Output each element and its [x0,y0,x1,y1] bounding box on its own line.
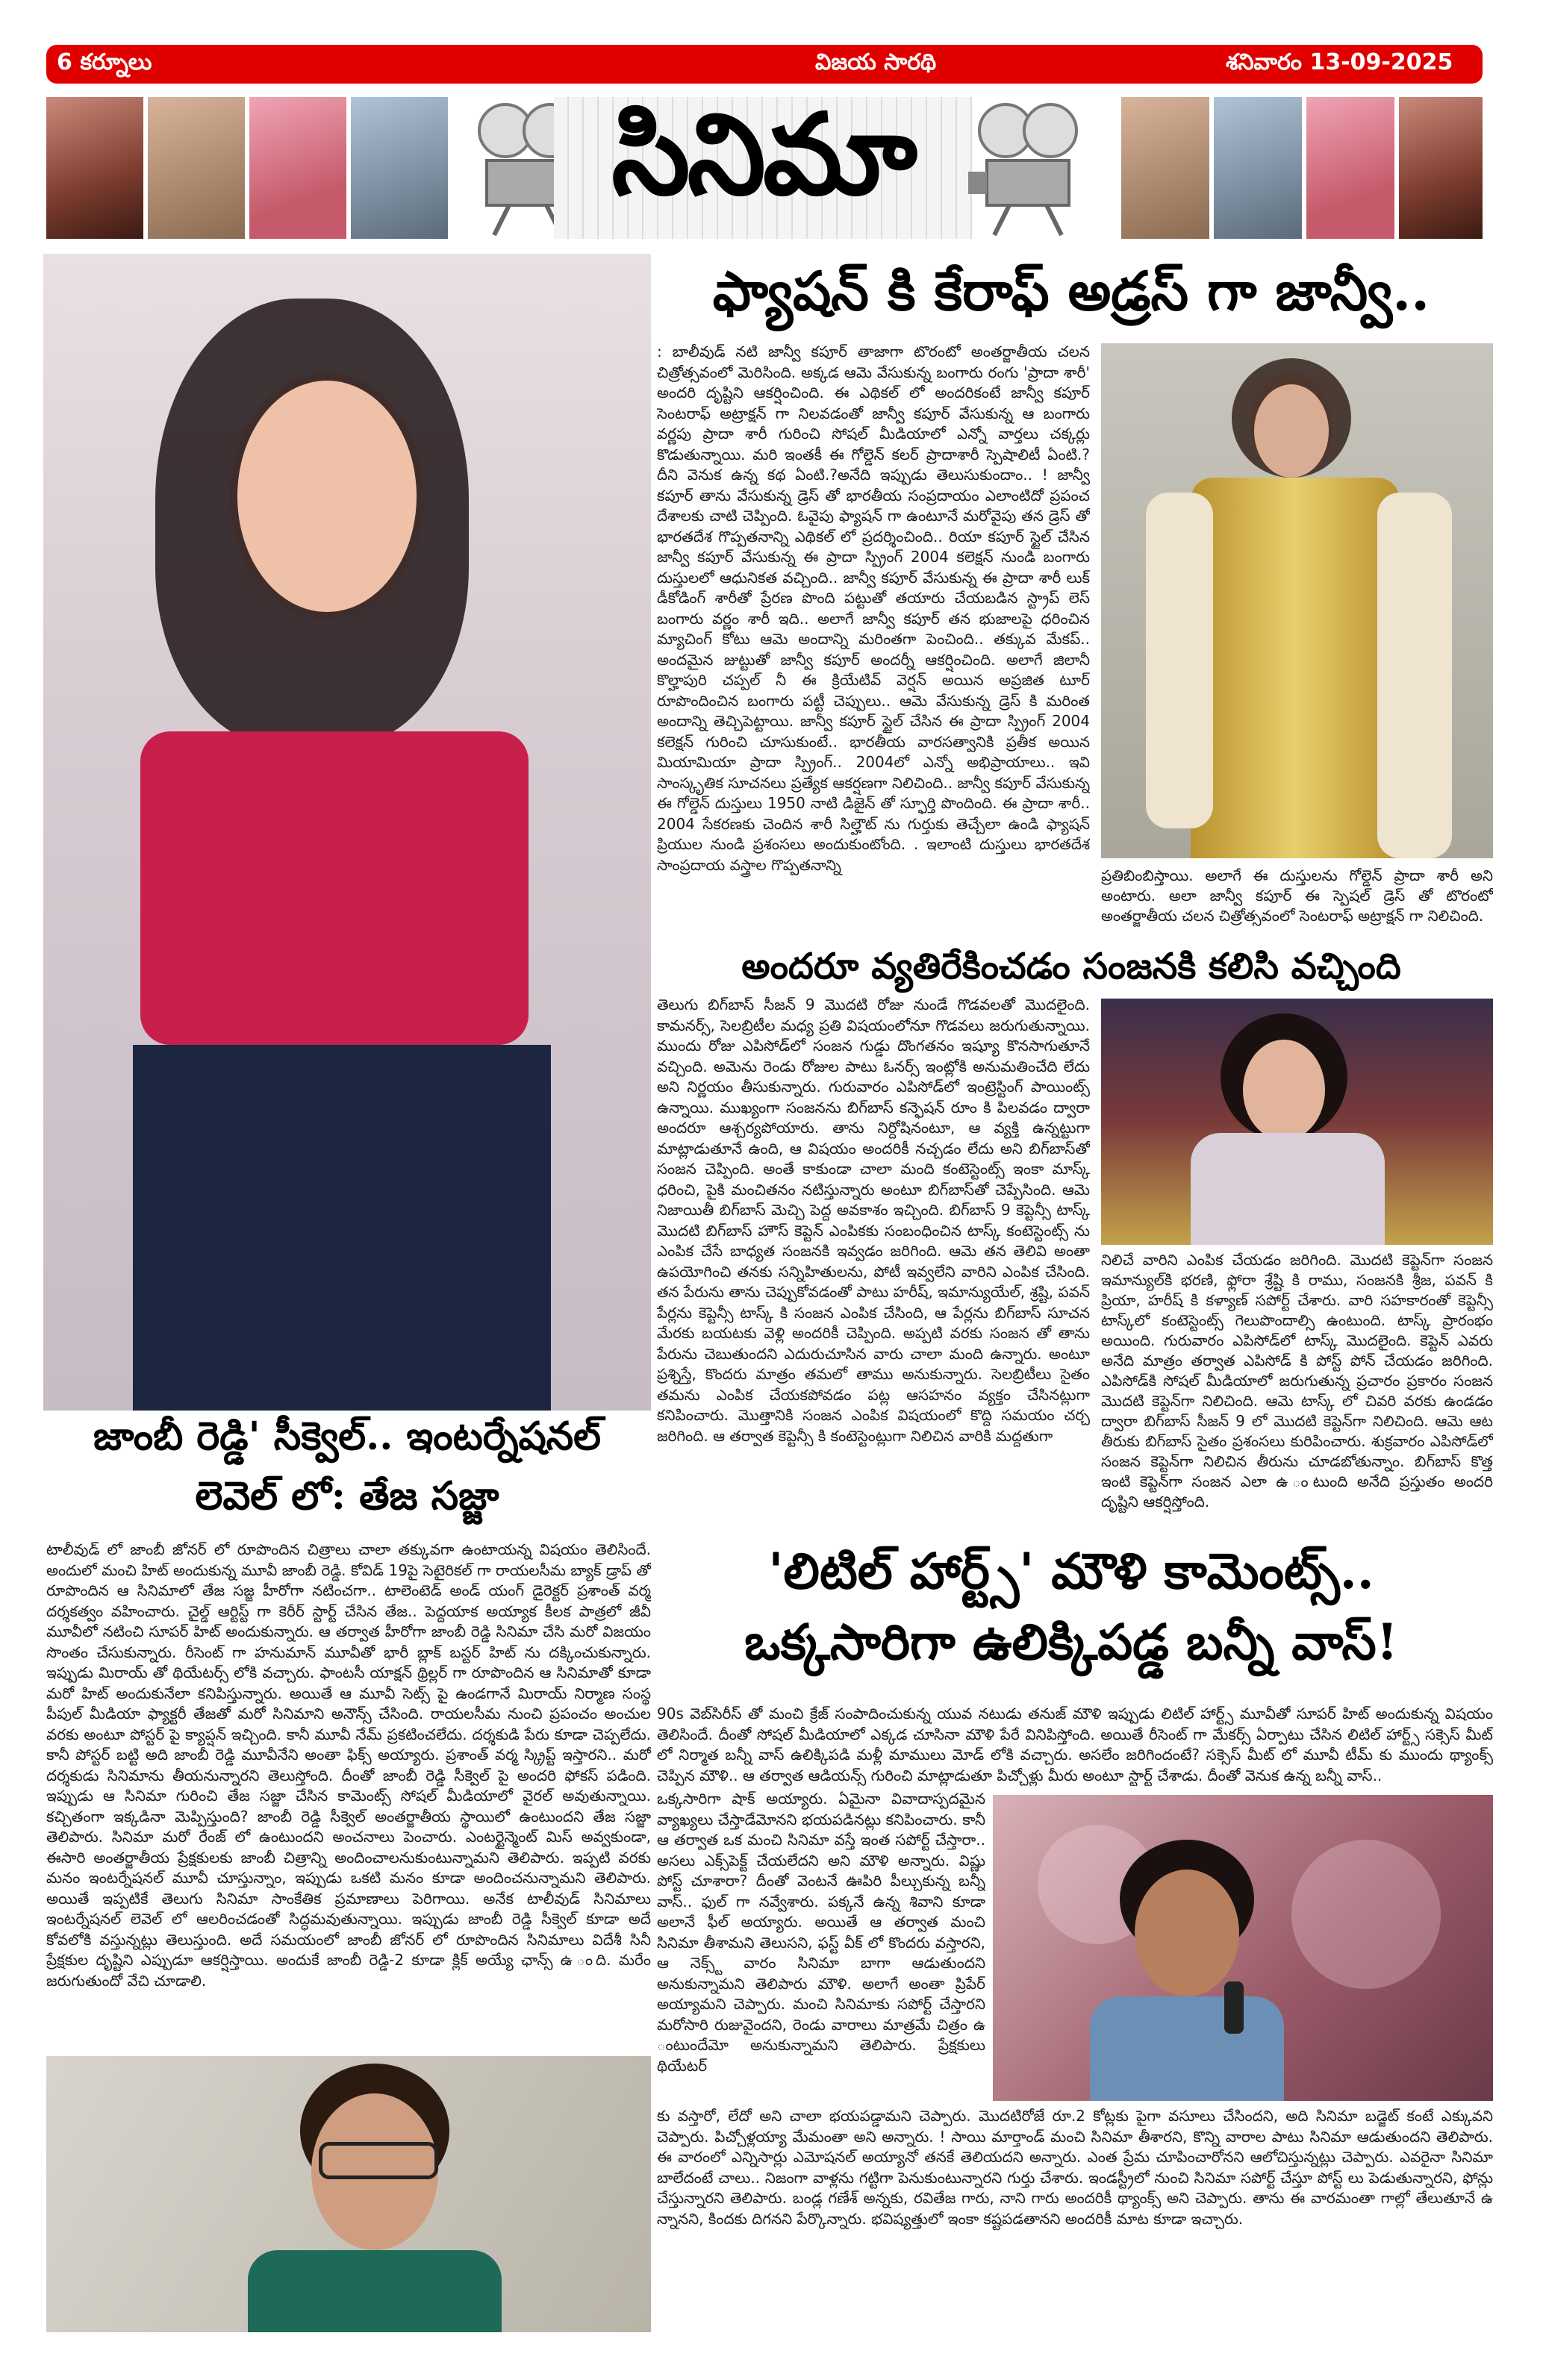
sanjana-photo [1101,999,1493,1245]
story1-headline: ఫ్యాషన్ కి కేరాఫ్ అడ్రస్ గా జాన్వీ.. [712,259,1430,322]
story4-headline-2: ఒక్కసారిగా ఉలిక్కిపడ్డ బన్నీ వాస్! [744,1613,1398,1671]
mouli-photo [993,1795,1493,2101]
story1-body: : బాలీవుడ్ నటి జాన్వీ కపూర్ తాజాగా టొరంటో అంతర్జాతీయ చలన చిత్రోత్సవంలో మెరిసింది. అక్కడ ఆమె వేసుకున్న బంగారు రంగు 'ప్రాదా శారీ' అందరి దృష్టిని ఆకర్షించింది. ఈ ఎథికల్ లో అందరికంటే జాన్వీ కపూర్ సెంటరాఫ్ అట్రాక్షన్ గా నిలవడంతో జాన్వీ కపూర్ వేసుకున్న ఆ బంగారు వర్ణపు ప్రాదా శారీ గురించి సోషల్ మీడియాలో ఎన్నో వార్తలు చక్కర్లు కొడుతున్నాయి. మరి ఇంతకీ ఈ గోల్డెన్ కలర్ ప్రాదాశారీ స్పెషాలిటీ ఏంటి.? దీని వెనుక ఉన్న కథ ఏంటి.?అనేది ఇప్పుడు తెలుసుకుందాం.. ! జాన్వీ కపూర్ తాను వేసుకున్న డ్రెస్ తో భారతీయ సంప్రదాయం ఎలాంటిదో ప్రపంచ దేశాలకు చాటి చెప్పింది. ఓవైపు ఫ్యాషన్ గా ఉంటూనే మరోవైపు తన డ్రెస్ తో భారతదేశ గొప్పతనాన్ని ఎథికల్ లో ప్రదర్శించింది.. రియా కపూర్ స్టైల్ చేసిన జాన్వీ కపూర్ వేసుకున్న ఈ ప్రాదా స్ప్రింగ్ 2004 కలెక్షన్ నుండి బంగారు దుస్తులలో ఆధునికత వచ్చింది.. జాన్వీ కపూర్ వేసుకున్న ఈ ప్రాదా శారీ లుక్ డీకోడింగ్ శారీతో ప్రేరణ పొంది పట్టుతో తయారు చేయబడిన స్ట్రాప్ లెస్ బంగారు వర్ణం శారీ ఇది.. అలాగే జాన్వీ కపూర్ తన భుజాలపై ధరించిన మ్యాచింగ్ కోటు ఆమె అందాన్ని మరింతగా పెంచింది.. తక్కువ మేకప్.. అందమైన జుట్టుతో జాన్వీ కపూర్ అందర్నీ ఆకర్షించింది. అలాగే జిలానీ కొల్హాపురి చప్పల్ నీ ఈ క్రియేటివ్ వెర్షన్ అయిన అప్రజిత టూర్ రూపొందించిన బంగారు పట్టీ చెప్పులు.. ఆమె వేసుకున్న డ్రెస్ కి మరింత అందాన్ని తెచ్చిపెట్టాయి. జాన్వీ కపూర్ స్టైల్ చేసిన ఈ ప్రాదా స్ప్రింగ్ 2004 కలెక్షన్ గురించి చూసుకుంటే.. భారతీయ వారసత్వానికి ప్రతీక అయిన మియామియా ప్రాదా స్ప్రింగ్.. 2004లో ఎన్నో అభిప్రాయాలు.. ఇవి సాంస్కృతిక సూచనలు ప్రత్యేక ఆకర్షణగా నిలిచింది.. జాన్వీ కపూర్ వేసుకున్న ఈ గోల్డెన్ దుస్తులు 1950 నాటి డిజైన్ తో స్ఫూర్తి పొందింది. ఈ ప్రాదా శారీ.. 2004 సేకరణకు చెందిన శారీ సిల్హౌట్ ను గుర్తుకు తెచ్చేలా ఉండి ఫ్యాషన్ ప్రియుల నుండి ప్రశంసలు అందుకుంటోంది. . ఇలాంటి దుస్తులు భారతదేశ సాంప్రదాయ వస్త్రాల గొప్పతనాన్ని [657,343,1090,874]
story4-body-left: ఒక్కసారిగా షాక్ అయ్యారు. ఏమైనా వివాదాస్పదమైన వ్యాఖ్యలు చేస్తాడేమోనని భయపడినట్లు కనిపించారు. కానీ ఆ తర్వాత ఒక మంచి సినిమా వస్తే ఇంత సపోర్ట్ చేస్తారా.. అసలు ఎక్స్‌పెక్ట్ చేయలేదని అని మౌళి అన్నారు. విష్ణు పోస్ట్ చూశారా? దీంతో వెంటనే ఊపిరి పీల్చుకున్న బన్నీ వాస్.. ఫుల్ గా నవ్వేశారు. పక్కనే ఉన్న శివాని కూడా అలానే ఫీల్ అయ్యారు. అయితే ఆ తర్వాత మంచి సినిమా తీశామని తెలుసని, ఫస్ట్ వీక్ లో కొందరు వస్తారని, ఆ నెక్స్ట్ వారం సినిమా బాగా ఆడుతుందని అనుకున్నామని తెలిపారు మౌళి. అలాగే అంతా ప్రిపేర్ అయ్యామని చెప్పారు. మంచి సినిమాకు సపోర్ట్ చేస్తారని మరోసారి రుజువైందని, రెండు వారాలు మాత్రమే చిత్రం ఉ ంటుందేమో అనుకున్నామని తెలిపారు. ప్రేక్షకులు థియేటర్ [657,1790,985,2075]
banner-portrait-8 [1399,97,1483,239]
banner-portrait-2 [148,97,245,239]
banner-portrait-7 [1306,97,1394,239]
story3-headline-1: జాంబీ రెడ్డి' సీక్వెల్.. ఇంటర్నేషనల్ [93,1414,602,1459]
story1-caption: ప్రతిబింబిస్తాయి. అలాగే ఈ దుస్తులను గోల్డెన్ ప్రాదా శారీ అని అంటారు. అలా జాన్వీ కపూర్ ఈ స్పెషల్ డ్రెస్ తో టొరంటో అంతర్జాతీయ చలన చిత్రోత్సవంలో సెంటరాఫ్ అట్రాక్షన్ గా నిలిచింది. [1101,866,1493,925]
story2-caption: నిలిచే వారిని ఎంపిక చేయడం జరిగింది. మొదటి కెప్టెన్‌గా సంజన ఇమాన్యుల్‌కి భరణి, ఫ్లోరా శ్రేష్టి కి రాము, సంజనకి శ్రీజ, పవన్ కి ప్రియా, హరీష్ కి కళ్యాణ్ సపోర్ట్ చేశారు. వారి సహకారంతో కెప్టెన్సీ టాస్క్‌లో కంటెస్టెంట్స్ గెలుపొందాల్సి ఉంటుంది. టాస్క్ ప్రారంభం అయింది. గురువారం ఎపిసోడ్‌లో టాస్క్ మొదలైంది. కెప్టెన్ ఎవరు అనేది మాత్రం తర్వాత ఎపిసోడ్ కి పోస్ట్ పోన్ చేయడం జరిగింది. ఎపిసోడ్‌కి సోషల్ మీడియాలో జరుగుతున్న ప్రచారం ప్రకారం సంజన మొదటి కెప్టెన్‌గా నిలిచింది. ఆమె టాస్క్ లో చివరి వరకు ఉండడం ద్వారా బిగ్‌బాస్ సీజన్ 9 లో మొదటి కెప్టెన్‌గా నిలిచింది. ఆమె ఆట తీరుకు బిగ్‌బాస్ సైతం ప్రశంసలు కురిపించారు. శుక్రవారం ఎపిసోడ్‌లో సంజన కెప్టెన్‌గా నిలిచిన తీరును చూడబోతున్నాం. బిగ్‌బాస్ కొత్త ఇంటి కెప్టెన్‌గా సంజన ఎలా ఉ ంటుంది అనేది ప్రస్తుతం అందరి దృష్టిని ఆకర్షిస్తోంది. [1101,1251,1493,1511]
date-label: శనివారం 13-09-2025 [1226,49,1453,75]
story3-headline-2: లెవెల్ లో: తేజ సజ్జా [195,1473,499,1519]
page-label: 6 కర్నూలు [57,49,152,75]
banner-portrait-1 [46,97,143,239]
janhvi-photo [1101,343,1493,858]
story2-body: తెలుగు బిగ్‌బాస్ సీజన్ 9 మొదటి రోజు నుండే గొడవలతో మొదలైంది. కామనర్స్, సెలబ్రిటీల మధ్య ప్రతి విషయంలోనూ గొడవలు జరుగుతున్నాయి. ముందు రోజు ఎపిసోడ్‌లో సంజన గుడ్డు దొంగతనం ఇష్యూ కొనసాగుతూనే వచ్చింది. అమెను రెండు రోజుల పాటు ఓనర్స్ ఇంట్లోకి అనుమతించేది లేదు అని నిర్ణయం తీసుకున్నారు. గురువారం ఎపిసోడ్‌లో ఇంట్రెస్టింగ్ పాయింట్స్ ఉన్నాయి. ముఖ్యంగా సంజనను బిగ్‌బాస్ కన్ఫెషన్ రూం కి పిలవడం ద్వారా అందరూ ఆశ్చర్యపోయారు. తాను నిర్దోషినంటూ, ఆ వ్యక్తి ఉన్నట్టుగా మాట్లాడుతూనే ఉంది, ఆ విషయం అందరికీ నచ్చడం లేదు అని బిగ్‌బాస్‌తో సంజన చెప్పింది. అంతే కాకుండా చాలా మంది కంటెస్టెంట్స్ ఇంకా మాస్క్ ధరించి, పైకి మంచితనం నటిస్తున్నారు అంటూ బిగ్‌బాస్‌తో చెప్పేసింది. ఆమె నిజాయితీ బిగ్‌బాస్ మెచ్చి పెద్ద అవకాశం ఇచ్చింది. బిగ్‌బాస్ 9 కెప్టెన్సీ టాస్క్ మొదటి బిగ్‌బాస్ హౌస్ కెప్టెన్ ఎంపికకు సంబంధించిన టాస్క్ కంటెస్టెంట్స్ ను ఎంపిక చేసే బాధ్యత సంజనకి ఇవ్వడం జరిగింది. ఆమె తన తెలివి అంతా ఉపయోగించి తనకు సన్నిహితులను, పోటీ ఇవ్వలేని వారిని ఎంపిక చేసింది. తన పేరును తాను చెప్పుకోవడంతో పాటు హరీష్, ఇమాన్యుయేల్, శ్రష్టి, పవన్ పేర్లను కెప్టెన్సీ టాస్క్ కి సంజన ఎంపిక చేసింది, ఆ పేర్లను బిగ్‌బాస్ సూచన మేరకు బయటకు వెళ్లి అందరికీ చెప్పింది. అప్పటి వరకు సంజన తో తాను పేరును చెబుతుందని ఎదురుచూసిన వారు చాలా మంది ఉన్నారు. అంటూ ప్రశ్నిస్తే, కొందరు మాత్రం తమలో తాము అనుకున్నారు. సెలబ్రిటీలు సైతం తమను ఎంపిక చేయకపోవడం పట్ల ఆసహనం వ్యక్తం చేసినట్లుగా కనిపించారు. మొత్తానికి సంజన ఎంపిక విషయంలో కొద్ది సమయం చర్చ జరిగింది. ఆ తర్వాత కెప్టెన్సీ కి కంటెస్టెంట్లుగా నిలిచిన వారికి మద్దతుగా [657,996,1090,1445]
page-header-bar [46,45,1483,84]
banner-portrait-5 [1121,97,1209,239]
paper-name: విజయ సారథి [815,49,937,75]
teja-sajja-photo [46,2056,651,2332]
story4-body-top: 90s వెబ్‌సిరీస్ తో మంచి క్రేజ్ సంపాదించుకున్న యువ నటుడు తనుజ్ మౌళి ఇప్పుడు లిటిల్ హార్ట్స్ మూవీతో సూపర్ హిట్ అందుకున్న విషయం తెలిసిందే. దీంతో సోషల్ మీడియాలో ఎక్కడ చూసినా మౌళి పేరే వినిపిస్తోంది. అయితే రీసెంట్ గా మేకర్స్ ఏర్పాటు చేసిన లిటిల్ హార్ట్స్ సక్సెస్ మీట్ లో నిర్మాత బన్నీ వాస్ ఉలిక్కిపడి మళ్లీ మాములు మోడ్ లోకి వచ్చారు. అసలేం జరిగిందంటే? సక్సెస్ మీట్ లో మూవీ టీమ్ కు ముందు థ్యాంక్స్ చెప్పిన మౌళి.. ఆ తర్వాత ఆడియన్స్ గురించి మాట్లాడుతూ పిచ్చోళ్లు మీరు అంటూ స్టార్ట్ చేశాడు. దీంతో వెనుక ఉన్న బన్నీ వాస్.. [657,1705,1493,1784]
story2-headline: అందరూ వ్యతిరేకించడం సంజనకి కలిసి వచ్చింది [741,946,1401,987]
film-projector-icon [964,97,1091,239]
banner-portrait-3 [249,97,346,239]
cinema-banner [46,90,1483,246]
section-title: సినిమా [554,97,972,239]
model-photo [43,254,651,1411]
story4-headline-1: 'లిటిల్ హార్ట్స్' మౌళి కామెంట్స్.. [768,1542,1374,1600]
story3-body: టాలీవుడ్ లో జాంబీ జోనర్ లో రూపొందిన చిత్రాలు చాలా తక్కువగా ఉంటాయన్న విషయం తెలిసిందే. అందులో మంచి హిట్ అందుకున్న మూవీ జాంబీ రెడ్డి. కోవిడ్ 19పై సెటైరికల్ గా రాయలసీమ బ్యాక్ డ్రాప్ తో రూపొందిన ఆ సినిమాలో తేజ సజ్జ హీరోగా నటించగా.. టాలెంటెడ్ అండ్ యంగ్ డైరెక్టర్ ప్రశాంత్ వర్మ దర్శకత్వం వహించారు. చైల్డ్ ఆర్టిస్ట్ గా కెరీర్ స్టార్ట్ చేసిన తేజ.. పెద్దయాక అయ్యాక కీలక పాత్రలో జీవీ మూవీలో నటించి సూపర్ హిట్ అందుకున్నారు. ఆ తర్వాత హీరోగా జాంబీ రెడ్డి సినిమా చేసి మరో విజయం సొంతం చేసుకున్నారు. రీసెంట్ గా హనుమాన్ మూవీతో భారీ బ్లాక్ బస్టర్ హిట్ ను దక్కించుకున్నారు. ఇప్పుడు మిరాయ్ తో థియేటర్స్ లోకి వచ్చారు. ఫాంటసీ యాక్షన్ థ్రిల్లర్ గా రూపొందిన ఆ సినిమాతో కూడా మరో హిట్ అందుకునేలా కనిపిస్తున్నారు. అయితే ఆ మూవీ సెట్స్ పై ఉండగానే మిరాయ్ నిర్మాణ సంస్థ పీపుల్ మీడియా ఫ్యాక్టరీ తేజతో మరో సినిమాని అనౌన్స్ చేసింది. రాయలసీమ నుంచి ప్రపంచం అంచుల వరకు అంటూ పోస్టర్ పై క్యాప్షన్ ఇచ్చింది. కానీ మూవీ నేమ్ ప్రకటించలేదు. దర్శకుడి పేరు కూడా చెప్పలేదు. కానీ పోస్టర్ బట్టి అది జాంబీ రెడ్డి మూవీనేని అంతా ఫిక్స్ అయ్యారు. ప్రశాంత్ వర్మ స్క్రిప్ట్ ఇస్తారని.. మరో దర్శకుడు సినిమాను తీయనున్నారని తెలుస్తోంది. దీంతో జాంబీ రెడ్డి సీక్వెల్ పై అందరి ఫోకస్ పడింది. ఇప్పుడు ఆ సినిమా గురించి తేజ సజ్జా చేసిన కామెంట్స్ సోషల్ మీడియాలో వైరల్ అవుతున్నాయి. కచ్చితంగా ఇక్కడినా మెప్పిస్తుంది? జాంబీ రెడ్డి సీక్వెల్ అంతర్జాతీయ స్థాయిలో ఉంటుందని తేజ సజ్జా తెలిపారు. సినిమా మరో రేంజ్ లో ఉంటుందని అంచనాలు పెంచారు. ఎంటర్టైన్మెంట్ మిస్ అవ్వకుండా, ఈసారి అంతర్జాతీయ ప్రేక్షకులకు జాంబీ చిత్రాన్ని అందించాలనుకుంటున్నామని తెలిపారు. ఇప్పటి వరకు మనం ఇంటర్నేషనల్ మూవీ చూస్తున్నాం, ఇప్పుడు ఒకటి మనం కూడా అందించనున్నామని తెలిపారు. అయితే ఇప్పటికే తెలుగు సినిమా సాంకేతిక ప్రమాణాలు పెరిగాయి. అనేక టాలీవుడ్ సినిమాలు ఇంటర్నేషనల్ లెవెల్ లో ఆలరించడంతో సిద్ధమవుతున్నాయి. ఇప్పుడు జాంబీ రెడ్డి సీక్వెల్ కూడా అదే కోవలోకి వస్తున్నట్లు తెలుస్తుంది. అదే సమయంలో జాంబీ జోనర్ లో రూపొందిన సినిమాలు విదేశీ సినీ ప్రేక్షకుల దృష్టిని ఎప్పుడూ ఆకర్షిస్తాయి. అందుకే జాంబీ రెడ్డి-2 కూడా క్లిక్ అయ్యే ఛాన్స్ ఉ ంది. మరేం జరుగుతుందో వేచి చూడాలి. [46,1540,651,1990]
story4-body-bottom: కు వస్తారో, లేదో అని చాలా భయపడ్డామని చెప్పారు. మొదటిరోజే రూ.2 కోట్లకు పైగా వసూలు చేసిందని, అది సినిమా బడ్జెట్ కంటే ఎక్కువని చెప్పారు. పిచ్చోళ్లయ్యా మేమంతా అని అన్నారు. ! సాయి మార్తాండ్ మంచి సినిమా తీశారని, కొన్ని వారాల పాటు సినిమా ఆడుతుందని తెలిపారు. ఈ వారంలో ఎన్నిసార్లు ఎమోషనల్ అయ్యానో తనకే తెలియదని అన్నారు. ఎంత ప్రేమ చూపించారోనని ఆలోచిస్తున్నట్లు చెప్పారు. ఎవరైనా సినిమా బాలేదంటే చాలు.. నిజంగా వాళ్లను గట్టిగా పెనుకుంటున్నారని గుర్తు చేశారు. ఇండస్ట్రీలో నుంచి సినిమా సపోర్ట్ చేస్తూ పోస్ట్ లు పెడుతున్నారని, ఫోన్లు చేస్తున్నారని తెలిపారు. బండ్ల గణేశ్ అన్నకు, రవితేజ గారు, నాని గారు అందరికీ థ్యాంక్స్ అని చెప్పారు. తాను ఈ వారమంతా గాల్లో తేలుతూనే ఉ న్నానని, కిందకు దిగనని పేర్కొన్నారు. భవిష్యత్తులో ఇంకా కష్టపడతానని అందరికీ మాట కూడా ఇచ్చారు. [657,2107,1493,2228]
banner-portrait-6 [1214,97,1302,239]
banner-portrait-4 [351,97,448,239]
